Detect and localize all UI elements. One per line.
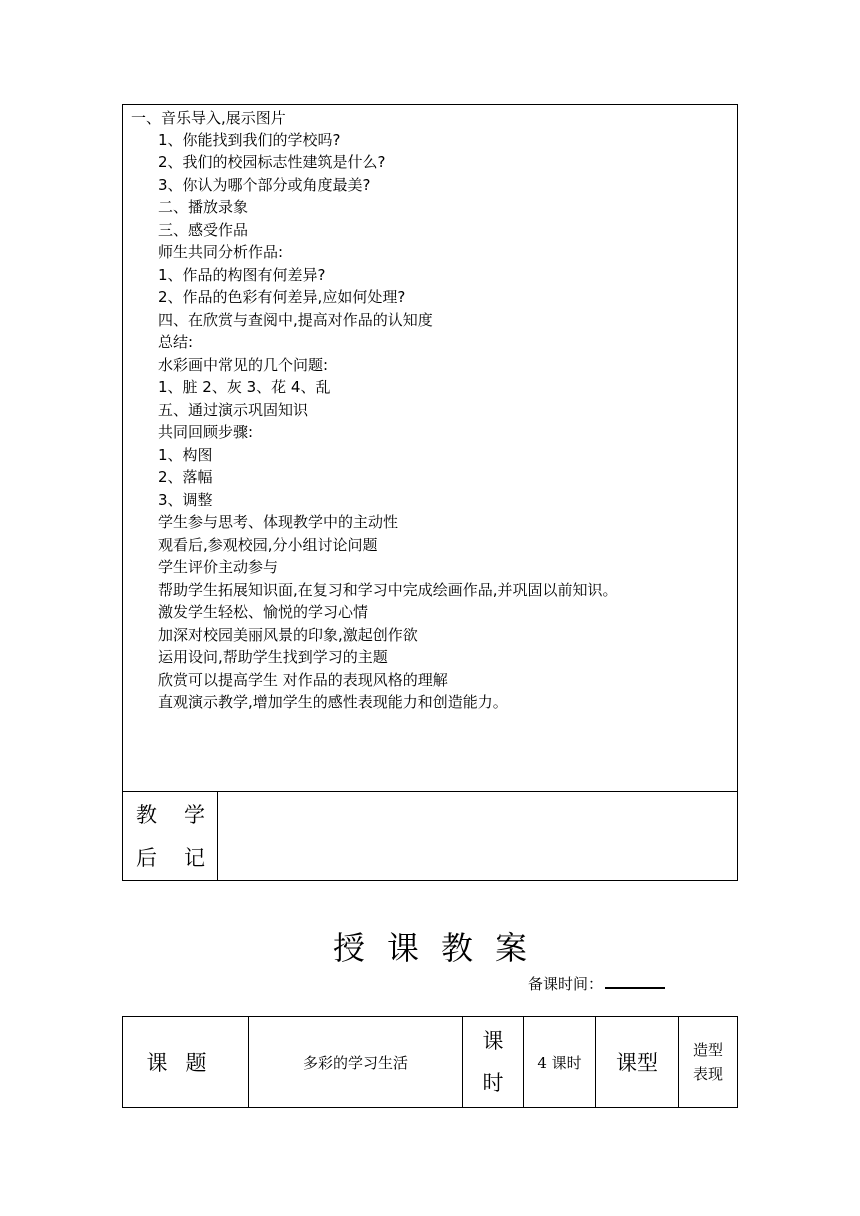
lesson-step: 2、作品的色彩有何差异,应如何处理? xyxy=(158,288,406,306)
lesson-step: 二、播放录象 xyxy=(158,198,249,216)
type-value xyxy=(679,1017,737,1107)
reflection-label-char: 后 xyxy=(136,846,157,870)
lesson-step: 运用设问,帮助学生找到学习的主题 xyxy=(158,648,388,666)
lesson-step: 师生共同分析作品: xyxy=(158,243,284,261)
topic-label: 课题 xyxy=(123,1017,249,1107)
lesson-step: 共同回顾步骤: xyxy=(158,423,254,441)
reflection-label xyxy=(123,791,218,880)
lesson-step: 帮助学生拓展知识面,在复习和学习中完成绘画作品,并巩固以前知识。 xyxy=(158,581,618,599)
lesson-step: 学生参与思考、体现教学中的主动性 xyxy=(158,513,399,531)
lesson-step: 四、在欣赏与查阅中,提高对作品的认知度 xyxy=(158,311,433,329)
lesson-process-cell xyxy=(123,105,737,792)
lesson-step: 三、感受作品 xyxy=(158,221,249,239)
course-info-table xyxy=(122,1016,738,1108)
lesson-step: 水彩画中常见的几个问题: xyxy=(158,356,329,374)
lesson-step: 总结: xyxy=(158,333,194,351)
reflection-row xyxy=(123,791,737,880)
reflection-label-char: 学 xyxy=(184,803,205,827)
hours-label-char: 时 xyxy=(482,1071,504,1095)
title-char: 课 xyxy=(386,929,419,967)
lesson-step: 1、作品的构图有何差异? xyxy=(158,266,326,284)
lesson-step: 1、你能找到我们的学校吗? xyxy=(158,131,341,149)
lesson-step: 1、脏 2、灰 3、花 4、乱 xyxy=(158,378,331,396)
lesson-step: 加深对校园美丽风景的印象,激起创作欲 xyxy=(158,626,418,644)
prep-time-blank xyxy=(605,973,665,989)
lesson-step: 直观演示教学,增加学生的感性表现能力和创造能力。 xyxy=(158,693,508,711)
prep-time-label: 备课时间： xyxy=(528,975,604,993)
lesson-step: 观看后,参观校园,分小组讨论问题 xyxy=(158,536,378,554)
title-char: 案 xyxy=(495,929,528,967)
lesson-step: 五、通过演示巩固知识 xyxy=(158,401,309,419)
hours-label xyxy=(463,1017,524,1107)
title-char: 教 xyxy=(441,929,474,967)
type-value-line: 表现 xyxy=(692,1065,723,1083)
reflection-label-char: 教 xyxy=(136,803,157,827)
topic-value: 多彩的学习生活 xyxy=(249,1017,463,1107)
reflection-label-char: 记 xyxy=(184,846,205,870)
lesson-step: 欣赏可以提高学生 对作品的表现风格的理解 xyxy=(158,671,448,689)
hours-label-char: 课 xyxy=(482,1029,504,1053)
lesson-step: 3、调整 xyxy=(158,491,213,509)
lesson-step: 3、你认为哪个部分或角度最美? xyxy=(158,176,371,194)
type-label: 课型 xyxy=(596,1017,679,1107)
reflection-content xyxy=(218,791,737,880)
type-value-line: 造型 xyxy=(692,1041,723,1059)
lesson-step: 1、构图 xyxy=(158,446,213,464)
lesson-step: 一、音乐导入,展示图片 xyxy=(131,109,286,127)
lesson-step: 2、落幅 xyxy=(158,468,213,486)
lesson-step: 学生评价主动参与 xyxy=(158,558,279,576)
lesson-step: 2、我们的校园标志性建筑是什么? xyxy=(158,153,386,171)
prep-time xyxy=(528,973,665,995)
lesson-process-table xyxy=(122,104,738,881)
page-title xyxy=(0,928,860,968)
title-char: 授 xyxy=(332,929,365,967)
lesson-step: 激发学生轻松、愉悦的学习心情 xyxy=(158,603,369,621)
hours-value: 4 课时 xyxy=(524,1017,596,1107)
